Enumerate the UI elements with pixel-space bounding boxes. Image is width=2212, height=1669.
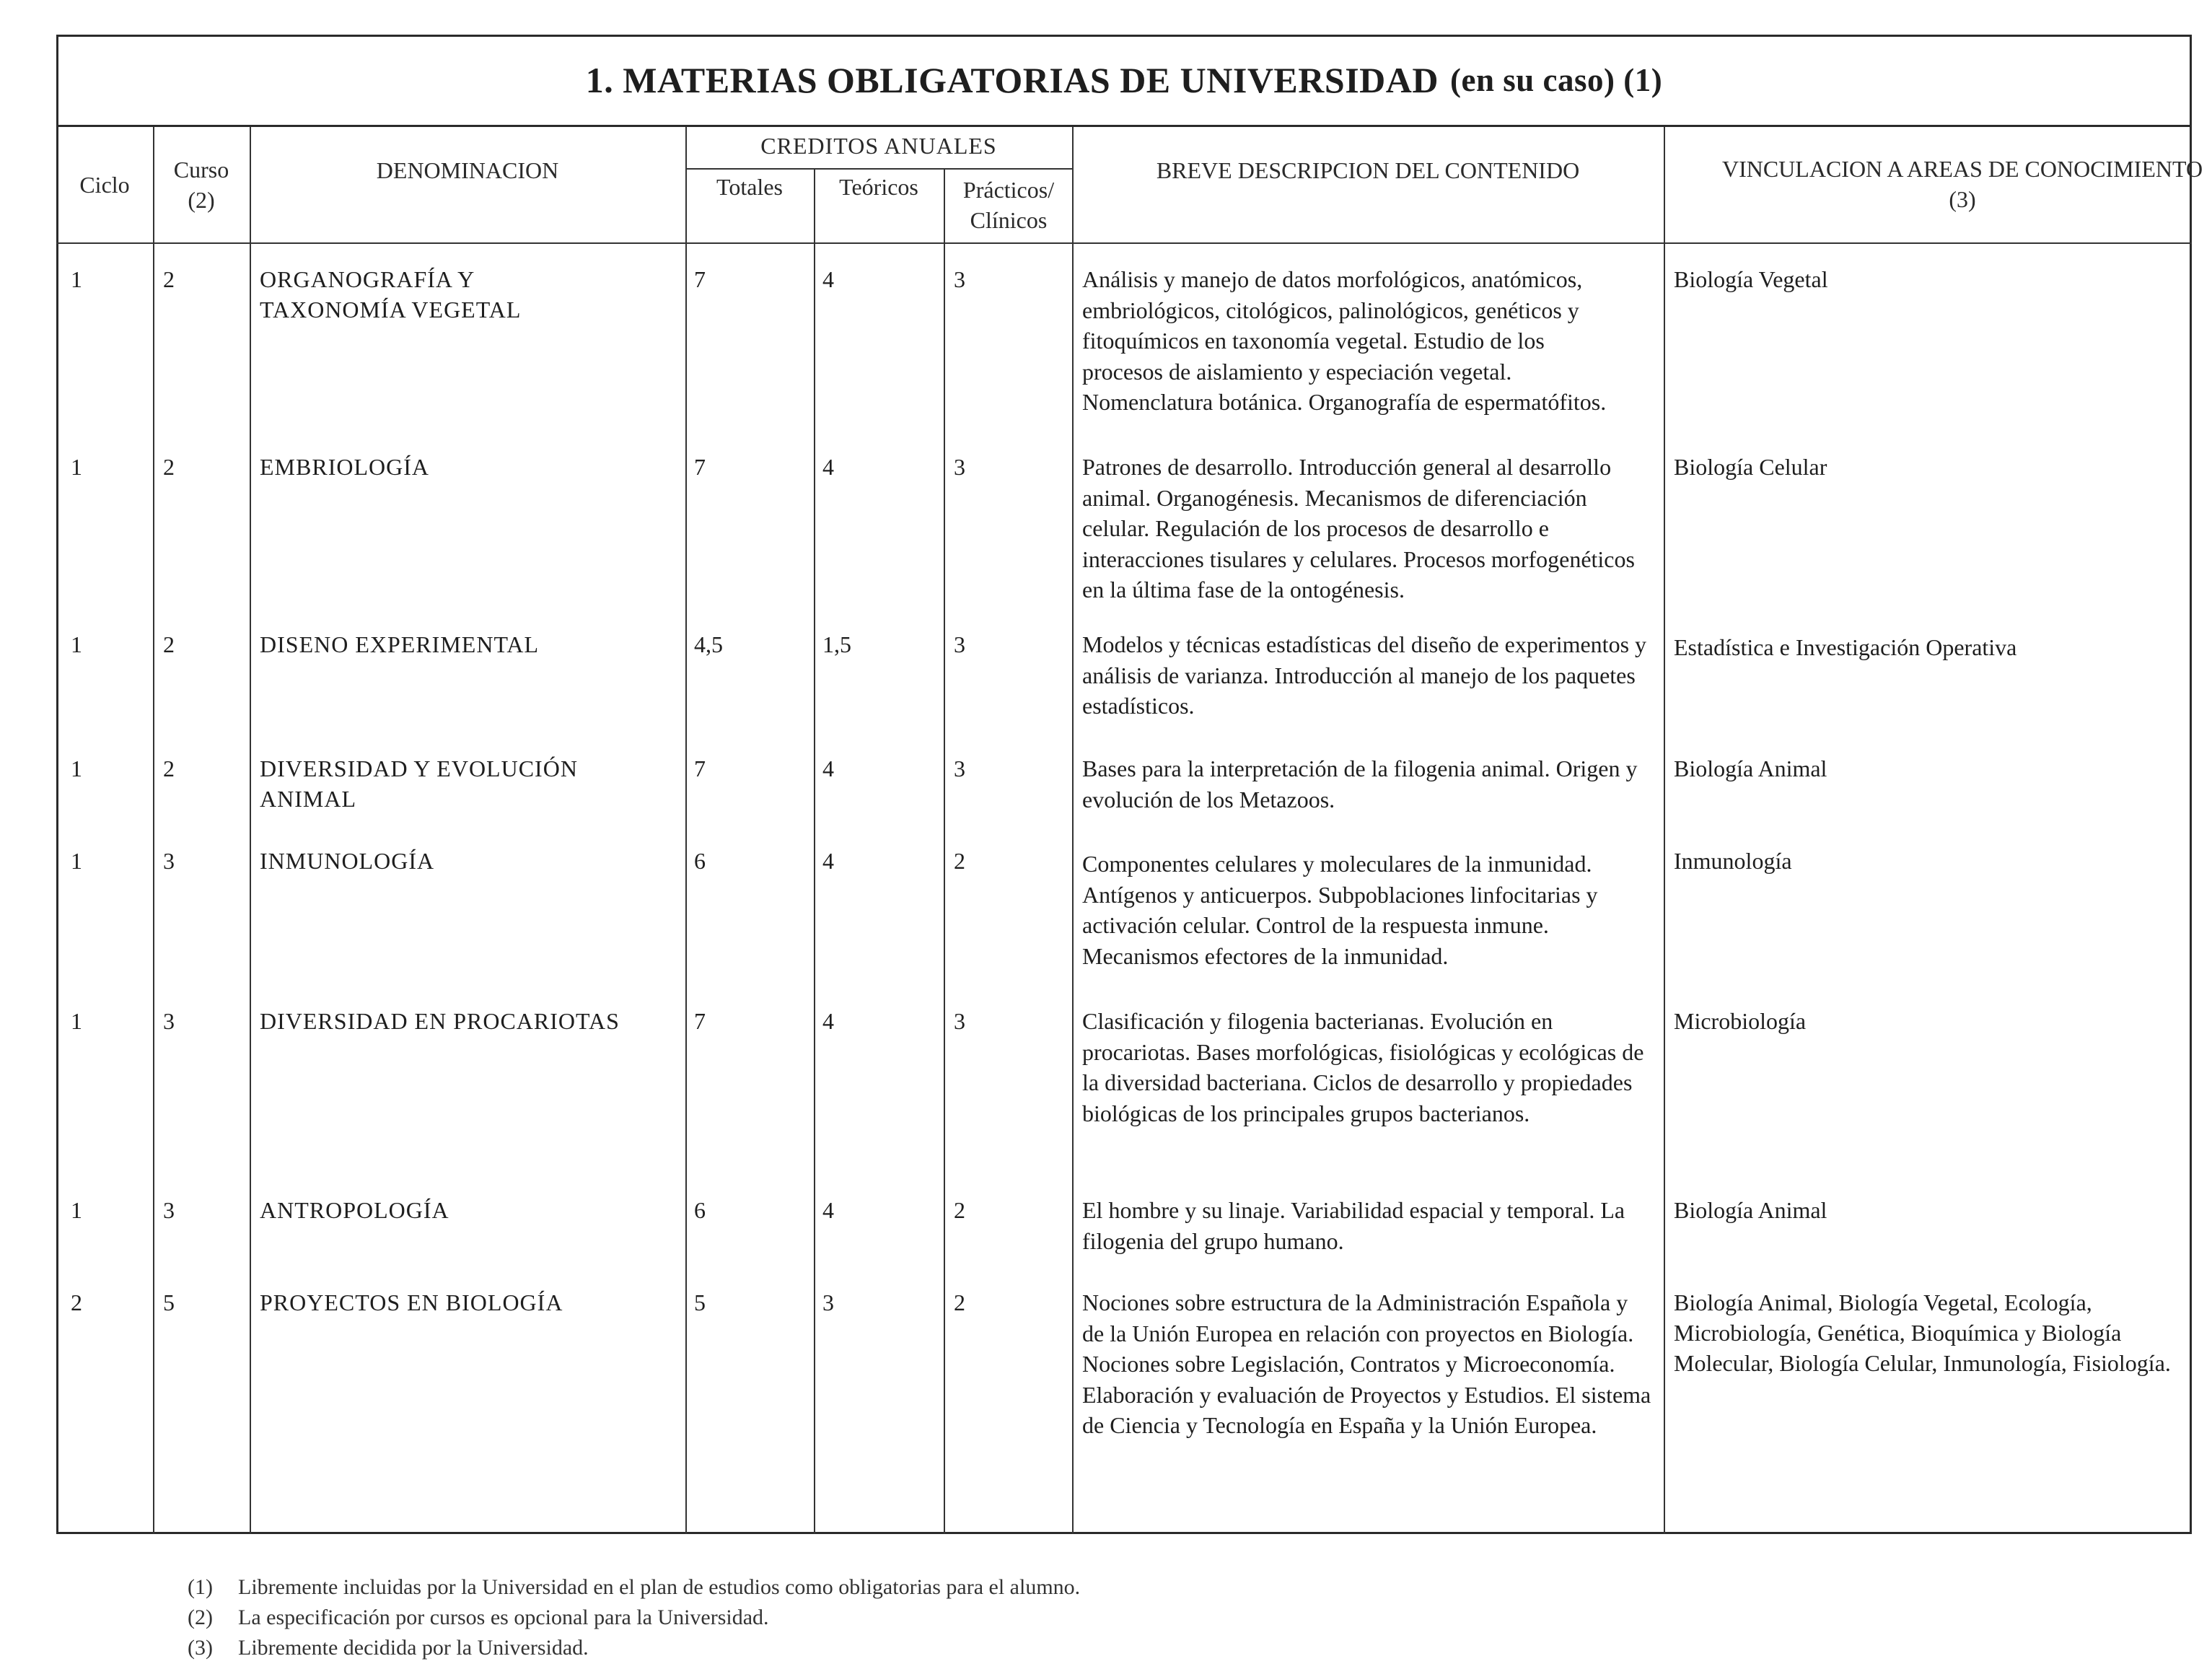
row-5-practicos: 2 (954, 848, 965, 874)
row-6-denominacion: DIVERSIDAD EN PROCARIOTAS (260, 1008, 620, 1034)
row-7-curso: 3 (163, 1197, 175, 1223)
col-divider (250, 127, 251, 1534)
header-rule (56, 242, 2192, 244)
row-3-denominacion: DISENO EXPERIMENTAL (260, 631, 540, 657)
row-8-teoricos: 3 (822, 1289, 834, 1315)
row-6-practicos: 3 (954, 1008, 965, 1034)
row-8-vinculacion: Biología Animal, Biología Vegetal, Ecología, Microbiología, Genética, Bioquímica y Biología Molecular, Biología Celular, Inmunología, Fisiología. (1674, 1289, 2171, 1376)
row-7-vinculacion: Biología Animal (1674, 1197, 1827, 1223)
row-1-ciclo: 1 (71, 266, 82, 292)
row-4-totales: 7 (694, 755, 706, 781)
row-6-vinculacion: Microbiología (1674, 1008, 1807, 1034)
row-2-practicos: 3 (954, 454, 965, 480)
row-3-teoricos: 1,5 (822, 631, 851, 657)
footnote-3-text: Libremente decidida por la Universidad. (238, 1636, 589, 1660)
row-8-curso: 5 (163, 1289, 175, 1315)
row-7-ciclo: 1 (71, 1197, 82, 1223)
footnote-3 (188, 1634, 589, 1663)
row-6-teoricos: 4 (822, 1008, 834, 1034)
row-8-descripcion: Nociones sobre estructura de la Administración Española y de la Unión Europea en relación con proyectos en Biología. Nociones sobre Legislación, Contratos y Microeconomía. Elaboración y evaluación de Proyectos y Estudios. El sistema de Ciencia y Tecnología en España y la Unión Europea. (1082, 1289, 1651, 1438)
row-5-totales: 6 (694, 848, 706, 874)
row-3-vinculacion: Estadística e Investigación Operativa (1674, 634, 2017, 660)
footnote-1 (188, 1573, 1080, 1602)
header-teoricos: Teóricos (839, 174, 918, 200)
title-main: 1. MATERIAS OBLIGATORIAS DE UNIVERSIDAD (585, 59, 1439, 100)
row-7-practicos: 2 (954, 1197, 965, 1223)
row-2-vinculacion: Biología Celular (1674, 454, 1827, 480)
col-divider (814, 169, 815, 1534)
col-divider (1072, 127, 1074, 1534)
row-7-descripcion: El hombre y su linaje. Variabilidad espacial y temporal. La filogenia del grupo humano. (1082, 1197, 1625, 1254)
footnote-2-number: (2) (188, 1606, 213, 1629)
col-divider (944, 169, 945, 1534)
row-3-totales: 4,5 (694, 631, 723, 657)
row-4-ciclo: 1 (71, 755, 82, 781)
row-8-denominacion: PROYECTOS EN BIOLOGÍA (260, 1289, 563, 1315)
header-denominacion: DENOMINACION (376, 157, 559, 183)
row-1-teoricos: 4 (822, 266, 834, 292)
row-5-denominacion: INMUNOLOGÍA (260, 848, 435, 874)
row-2-ciclo: 1 (71, 454, 82, 480)
row-7-totales: 6 (694, 1197, 706, 1223)
row-6-totales: 7 (694, 1008, 706, 1034)
title-suffix: (en su caso) (1) (1450, 61, 1663, 98)
row-5-ciclo: 1 (71, 848, 82, 874)
footnote-3-number: (3) (188, 1636, 213, 1660)
row-8-practicos: 2 (954, 1289, 965, 1315)
row-1-denominacion: ORGANOGRAFÍA Y TAXONOMÍA VEGETAL (260, 266, 522, 323)
row-7-teoricos: 4 (822, 1197, 834, 1223)
row-4-denominacion: DIVERSIDAD Y EVOLUCIÓN ANIMAL (260, 755, 578, 812)
footnote-1-number: (1) (188, 1575, 213, 1599)
row-4-teoricos: 4 (822, 755, 834, 781)
row-5-vinculacion: Inmunología (1674, 848, 1792, 874)
row-3-curso: 2 (163, 631, 175, 657)
row-1-vinculacion: Biología Vegetal (1674, 266, 1828, 292)
row-6-curso: 3 (163, 1008, 175, 1034)
row-3-descripcion: Modelos y técnicas estadísticas del diseño de experimentos y análisis de varianza. Introducción al manejo de los paquetes estadísticos. (1082, 631, 1647, 719)
row-4-vinculacion: Biología Animal (1674, 755, 1827, 781)
row-6-descripcion: Clasificación y filogenia bacterianas. Evolución en procariotas. Bases morfológicas, fisiológicas y ecológicas de la diversidad bacteriana. Ciclos de desarrollo y propiedades biológicas de los principales grupos bacterianos. (1082, 1008, 1644, 1126)
footnote-1-text: Libremente incluidas por la Universidad en el plan de estudios como obligatorias para el alumno. (238, 1575, 1081, 1599)
col-divider (153, 127, 154, 1534)
row-8-totales: 5 (694, 1289, 706, 1315)
row-2-curso: 2 (163, 454, 175, 480)
header-vinculacion: VINCULACION A AREAS DE CONOCIMIENTO (3) (1721, 156, 2203, 212)
row-1-practicos: 3 (954, 266, 965, 292)
row-1-totales: 7 (694, 266, 706, 292)
row-2-descripcion: Patrones de desarrollo. Introducción general al desarrollo animal. Organogénesis. Mecanismos de diferenciación celular. Regulación de los procesos de desarrollo e interacciones tisulares y celulares. Procesos morfogenéticos en la última fase de la ontogénesis. (1082, 454, 1635, 603)
row-2-denominacion: EMBRIOLOGÍA (260, 454, 429, 480)
row-5-teoricos: 4 (822, 848, 834, 874)
header-practicos: Prácticos/ Clínicos (962, 177, 1055, 233)
header-curso: Curso (2) (173, 157, 229, 213)
header-ciclo: Ciclo (79, 172, 130, 198)
row-4-descripcion: Bases para la interpretación de la filogenia animal. Origen y evolución de los Metazoos. (1082, 755, 1638, 812)
col-divider (685, 127, 687, 1534)
header-totales: Totales (716, 174, 783, 200)
page-title (56, 35, 2192, 127)
footnote-2 (188, 1603, 769, 1632)
row-7-denominacion: ANTROPOLOGÍA (260, 1197, 449, 1223)
row-2-teoricos: 4 (822, 454, 834, 480)
footnote-2-text: La especificación por cursos es opcional para la Universidad. (238, 1606, 769, 1629)
row-1-descripcion: Análisis y manejo de datos morfológicos, anatómicos, embriológicos, citológicos, palinológicos, genéticos y fitoquímicos en taxonomía vegetal. Estudio de los procesos de aislamiento y especiación vegetal. Nomenclatura botánica. Organografía de espermatófitos. (1082, 266, 1607, 415)
row-6-ciclo: 1 (71, 1008, 82, 1034)
row-8-ciclo: 2 (71, 1289, 82, 1315)
row-2-totales: 7 (694, 454, 706, 480)
header-descripcion: BREVE DESCRIPCION DEL CONTENIDO (1156, 157, 1580, 183)
row-4-practicos: 3 (954, 755, 965, 781)
row-1-curso: 2 (163, 266, 175, 292)
row-3-practicos: 3 (954, 631, 965, 657)
row-5-curso: 3 (163, 848, 175, 874)
row-3-ciclo: 1 (71, 631, 82, 657)
row-4-curso: 2 (163, 755, 175, 781)
header-creditos-anuales: CREDITOS ANUALES (760, 133, 997, 159)
col-divider (1664, 127, 1665, 1534)
row-5-descripcion: Componentes celulares y moleculares de la inmunidad. Antígenos y anticuerpos. Subpoblaciones linfocitarias y activación celular. Control de la respuesta inmune. Mecanismos efectores de la inmunidad. (1082, 851, 1598, 969)
